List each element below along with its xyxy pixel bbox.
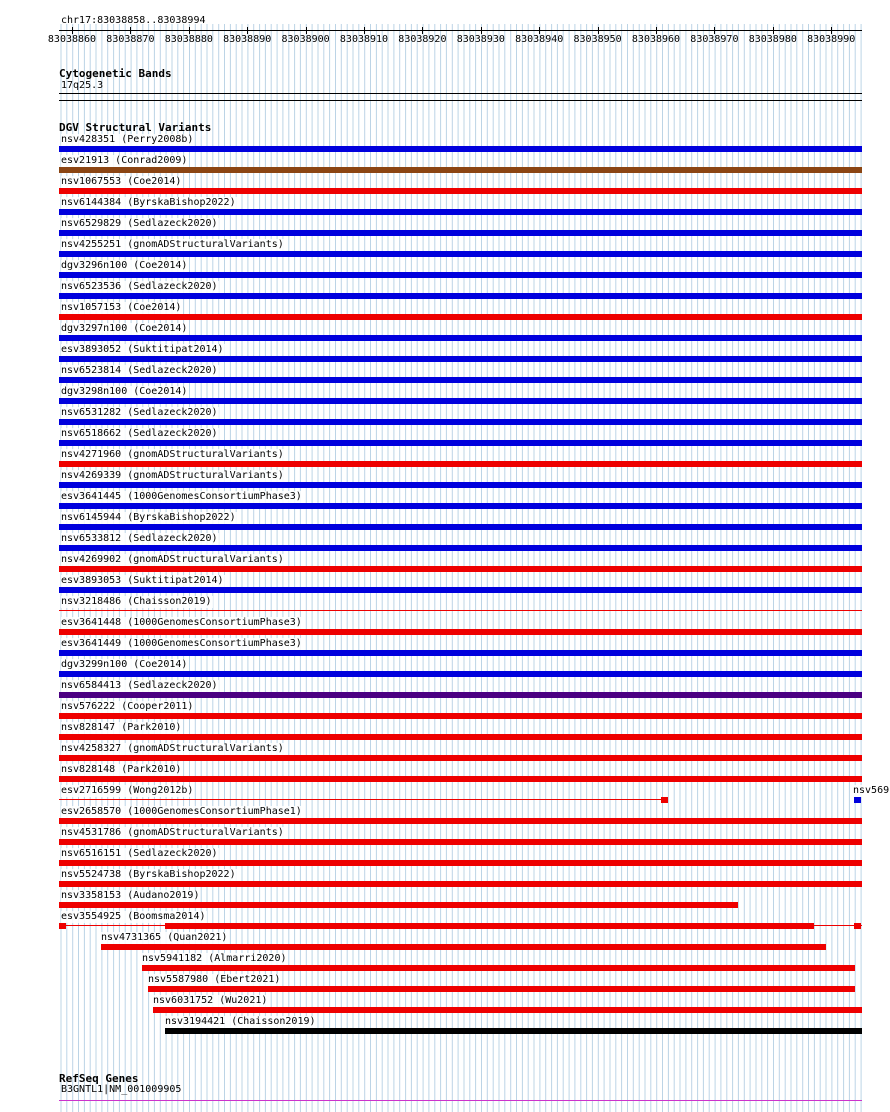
variant-label[interactable]: nsv4258327 (gnomADStructuralVariants)	[61, 743, 284, 754]
variant-bar[interactable]	[59, 881, 862, 887]
variant-bar[interactable]	[59, 776, 862, 782]
variant-label[interactable]: nsv6584413 (Sedlazeck2020)	[61, 680, 218, 691]
ruler-tick-mark	[422, 27, 423, 34]
variant-bar[interactable]	[59, 839, 862, 845]
variant-label[interactable]: nsv828148 (Park2010)	[61, 764, 182, 775]
ruler-tick-label: 83038930	[456, 34, 505, 45]
variant-label[interactable]: nsv5587980 (Ebert2021)	[148, 974, 281, 985]
variant-label[interactable]: esv3641448 (1000GenomesConsortiumPhase3)	[61, 617, 302, 628]
variant-bar[interactable]	[59, 818, 862, 824]
variant-bar[interactable]	[59, 461, 862, 467]
variant-label[interactable]: esv2716599 (Wong2012b)	[61, 785, 194, 796]
variant-bar[interactable]	[59, 503, 862, 509]
variant-label[interactable]: nsv6144384 (ByrskaBishop2022)	[61, 197, 236, 208]
ruler-tick-label: 83038910	[339, 34, 389, 45]
ruler-tick-label: 83038940	[515, 34, 564, 45]
variant-bar[interactable]	[101, 944, 826, 950]
variant-label[interactable]: nsv4731365 (Quan2021)	[101, 932, 228, 943]
variant-bar[interactable]	[59, 860, 862, 866]
ruler-tick-mark	[364, 27, 365, 34]
variant-label[interactable]: nsv4271960 (gnomADStructuralVariants)	[61, 449, 284, 460]
variant-bar[interactable]	[59, 146, 862, 152]
ruler-tick-mark	[656, 27, 657, 34]
ruler-tick-label: 83038970	[690, 34, 739, 45]
dgv-track-title[interactable]: DGV Structural Variants	[59, 121, 212, 134]
ruler-tick-label: 83038980	[748, 34, 797, 45]
variant-label[interactable]: nsv428351 (Perry2008b)	[61, 134, 194, 145]
ruler-tick-label: 83038950	[573, 34, 622, 45]
variant-bar[interactable]	[59, 356, 862, 362]
variant-label[interactable]: esv2658570 (1000GenomesConsortiumPhase1)	[61, 806, 302, 817]
variant-label[interactable]: esv3893053 (Suktitipat2014)	[61, 575, 224, 586]
variant-label[interactable]: esv21913 (Conrad2009)	[61, 155, 188, 166]
ruler-tick-mark	[831, 27, 832, 34]
variant-label[interactable]: nsv4269902 (gnomADStructuralVariants)	[61, 554, 284, 565]
variant-label[interactable]: nsv6031752 (Wu2021)	[153, 995, 268, 1006]
variant-label[interactable]: nsv576222 (Cooper2011)	[61, 701, 194, 712]
variant-bar[interactable]	[59, 713, 862, 719]
variant-label[interactable]: nsv3218486 (Chaisson2019)	[61, 596, 212, 607]
track-divider	[59, 100, 862, 101]
cytoband-label: 17q25.3	[61, 80, 104, 91]
variant-label[interactable]: esv3641445 (1000GenomesConsortiumPhase3)	[61, 491, 302, 502]
ruler-tick-label: 83038860	[47, 34, 97, 45]
variant-label[interactable]: nsv5524738 (ByrskaBishop2022)	[61, 869, 236, 880]
variant-bar[interactable]	[59, 566, 862, 572]
variant-label[interactable]: nsv6518662 (Sedlazeck2020)	[61, 428, 218, 439]
variant-bar[interactable]	[59, 188, 862, 194]
ruler-tick-label: 83038990	[807, 34, 856, 45]
variant-bar[interactable]	[59, 610, 862, 611]
variant-bar[interactable]	[59, 230, 862, 236]
ruler-tick-mark	[539, 27, 540, 34]
variant-label[interactable]: nsv6523536 (Sedlazeck2020)	[61, 281, 218, 292]
ruler-tick-mark	[481, 27, 482, 34]
variant-label[interactable]: nsv6533812 (Sedlazeck2020)	[61, 533, 218, 544]
ruler-tick-label: 83038920	[398, 34, 447, 45]
variant-bar[interactable]	[59, 293, 862, 299]
locus-label: chr17:83038858..83038994	[61, 15, 206, 26]
variant-bar[interactable]	[59, 587, 862, 593]
variant-block[interactable]	[854, 797, 861, 803]
variant-label[interactable]: nsv6145944 (ByrskaBishop2022)	[61, 512, 236, 523]
refseq-gene-label[interactable]: B3GNTL1|NM_001009905	[61, 1084, 182, 1095]
variant-bar[interactable]	[59, 335, 862, 341]
ruler-tick-mark	[773, 27, 774, 34]
variant-bar[interactable]	[59, 482, 862, 488]
variant-label[interactable]: nsv4269339 (gnomADStructuralVariants)	[61, 470, 284, 481]
variant-block[interactable]	[165, 923, 814, 929]
variant-bar[interactable]	[153, 1007, 862, 1013]
ruler-tick-mark	[598, 27, 599, 34]
variant-label[interactable]: esv3641449 (1000GenomesConsortiumPhase3)	[61, 638, 302, 649]
variant-bar[interactable]	[59, 440, 862, 446]
cytoband-track-title[interactable]: Cytogenetic Bands	[59, 67, 172, 80]
variant-bar[interactable]	[59, 419, 862, 425]
ruler-tick-label: 83038960	[631, 34, 681, 45]
variant-label[interactable]: nsv6529829 (Sedlazeck2020)	[61, 218, 218, 229]
ruler-tick-label: 83038890	[223, 34, 272, 45]
ruler-tick-mark	[130, 27, 131, 34]
refseq-track-title[interactable]: RefSeq Genes	[59, 1072, 139, 1085]
variant-block[interactable]	[59, 923, 66, 929]
variant-bar[interactable]	[59, 692, 862, 698]
variant-bar[interactable]	[59, 251, 862, 257]
variant-bar[interactable]	[59, 314, 862, 320]
variant-bar[interactable]	[59, 272, 862, 278]
variant-bar[interactable]	[59, 902, 738, 908]
ruler-tick-mark	[306, 27, 307, 34]
variant-bar[interactable]	[59, 398, 862, 404]
variant-bar[interactable]	[59, 734, 862, 740]
ruler-tick-label: 83038880	[164, 34, 213, 45]
variant-label[interactable]: dgv3298n100 (Coe2014)	[61, 386, 188, 397]
variant-bar[interactable]	[59, 755, 862, 761]
variant-label[interactable]: dgv3297n100 (Coe2014)	[61, 323, 188, 334]
variant-bar[interactable]	[148, 986, 855, 992]
variant-label[interactable]: esv3554925 (Boomsma2014)	[61, 911, 206, 922]
ruler-tick-label: 83038900	[281, 34, 330, 45]
variant-label[interactable]: nsv6531282 (Sedlazeck2020)	[61, 407, 218, 418]
variant-bar[interactable]	[59, 524, 862, 530]
variant-label[interactable]: dgv3299n100 (Coe2014)	[61, 659, 188, 670]
variant-label[interactable]: nsv4531786 (gnomADStructuralVariants)	[61, 827, 284, 838]
variant-label[interactable]: nsv6523814 (Sedlazeck2020)	[61, 365, 218, 376]
variant-label[interactable]: nsv828147 (Park2010)	[61, 722, 182, 733]
variant-block[interactable]	[854, 923, 861, 929]
variant-bar[interactable]	[142, 965, 855, 971]
variant-bar[interactable]	[59, 650, 862, 656]
variant-bar[interactable]	[59, 629, 862, 635]
variant-side-label[interactable]: nsv569	[853, 785, 890, 796]
ruler-line	[59, 30, 862, 31]
cytoband-bar[interactable]	[59, 93, 862, 94]
variant-bar[interactable]	[59, 545, 862, 551]
variant-label[interactable]: nsv1067553 (Coe2014)	[61, 176, 182, 187]
ruler-tick-mark	[714, 27, 715, 34]
variant-bar[interactable]	[59, 167, 862, 173]
variant-bar[interactable]	[59, 209, 862, 215]
ruler-tick-mark	[247, 27, 248, 34]
variant-label[interactable]: dgv3296n100 (Coe2014)	[61, 260, 188, 271]
variant-label[interactable]: nsv1057153 (Coe2014)	[61, 302, 182, 313]
ruler-tick-mark	[72, 27, 73, 34]
variant-label[interactable]: nsv5941182 (Almarri2020)	[142, 953, 287, 964]
ruler-tick-mark	[189, 27, 190, 34]
ruler-tick-label: 83038870	[106, 34, 155, 45]
variant-bar[interactable]	[165, 1028, 862, 1034]
variant-bar[interactable]	[59, 671, 862, 677]
variant-intron-line[interactable]	[59, 799, 662, 800]
refseq-gene-line[interactable]	[59, 1100, 862, 1101]
variant-label[interactable]: esv3893052 (Suktitipat2014)	[61, 344, 224, 355]
variant-label[interactable]: nsv6516151 (Sedlazeck2020)	[61, 848, 218, 859]
variant-bar[interactable]	[59, 377, 862, 383]
variant-block[interactable]	[661, 797, 668, 803]
variant-label[interactable]: nsv4255251 (gnomADStructuralVariants)	[61, 239, 284, 250]
variant-label[interactable]: nsv3358153 (Audano2019)	[61, 890, 200, 901]
variant-label[interactable]: nsv3194421 (Chaisson2019)	[165, 1016, 316, 1027]
